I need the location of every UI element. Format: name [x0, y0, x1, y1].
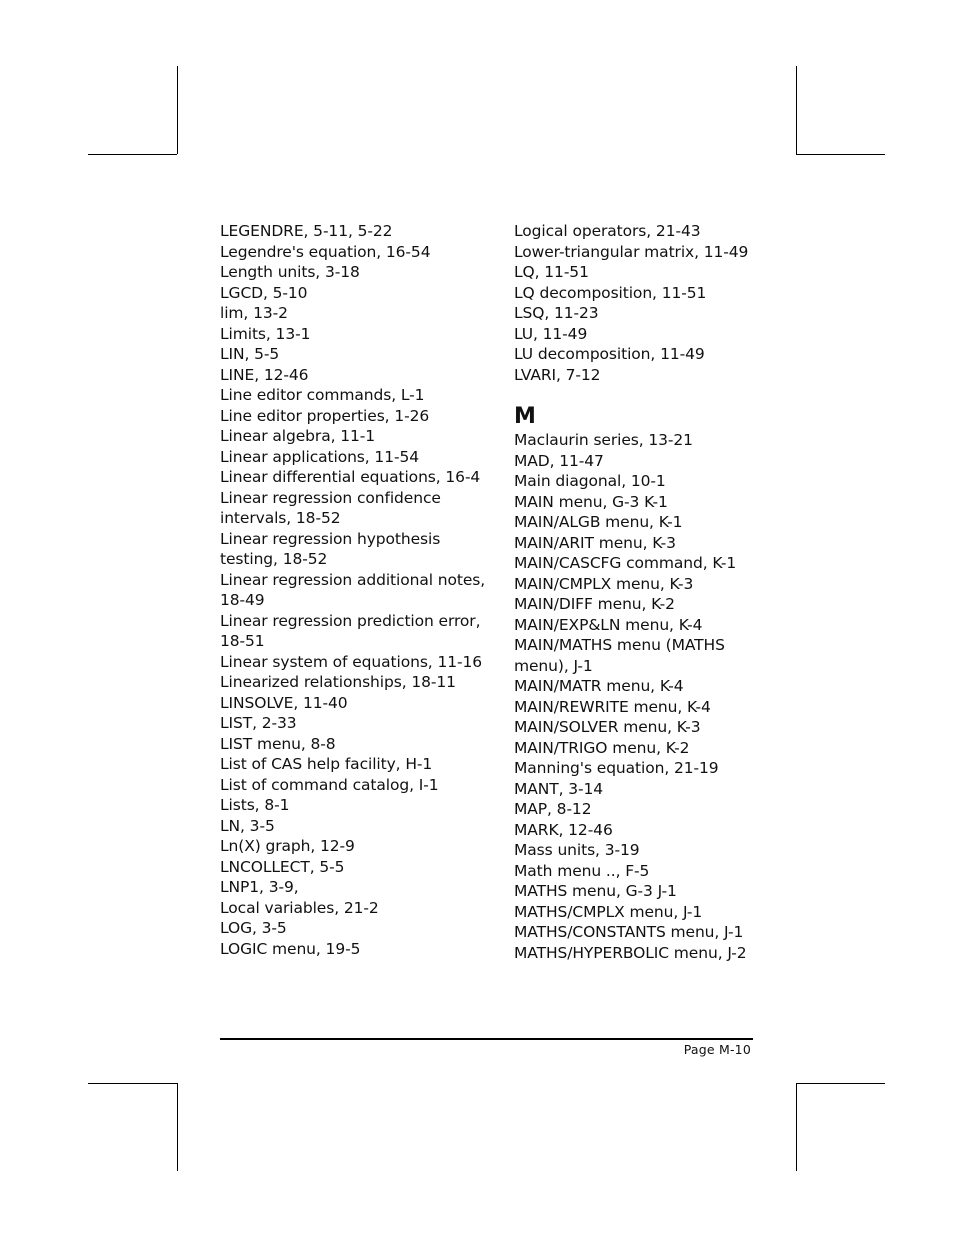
index-entry	[514, 902, 764, 923]
index-entry	[220, 467, 481, 488]
index-entry	[220, 570, 486, 611]
index-entry	[220, 283, 470, 304]
index-entry-line: Limits, 13-1	[220, 324, 311, 343]
crop-mark-bottom-right-vertical	[796, 1083, 797, 1171]
index-entry-line: LIST menu, 8-8	[220, 734, 336, 753]
index-entry	[514, 344, 764, 365]
index-entry-line: Length units, 3-18	[220, 263, 360, 281]
index-entry	[220, 898, 470, 919]
index-entry-line: MATHS/CMPLX menu, J-1	[514, 902, 703, 921]
index-column-right	[514, 221, 764, 963]
index-entry-line: testing, 18-52	[220, 550, 328, 568]
index-group-m	[514, 430, 764, 963]
index-entry	[514, 303, 764, 324]
index-entry	[514, 943, 764, 964]
index-entry	[220, 939, 470, 960]
index-entry	[220, 775, 470, 796]
index-entry	[220, 344, 470, 365]
index-entry	[220, 795, 470, 816]
index-entry	[514, 820, 764, 841]
index-entry	[220, 242, 470, 263]
index-entry	[220, 385, 470, 406]
index-entry-line: Maclaurin series, 13-21	[514, 431, 693, 449]
index-entry	[220, 611, 481, 652]
index-entry-line: LOGIC menu, 19-5	[220, 939, 361, 958]
index-entry	[220, 816, 470, 837]
index-entry	[220, 426, 470, 447]
index-entry	[220, 488, 470, 529]
index-entry-line: LEGENDRE, 5-11, 5-22	[220, 222, 393, 240]
index-entry-line: LOG, 3-5	[220, 919, 287, 937]
index-entry-line: LSQ, 11-23	[514, 304, 599, 322]
index-entry	[514, 262, 764, 283]
index-entry-line: MATHS/CONSTANTS menu, J-1	[514, 923, 744, 941]
index-entry-line: MAIN/DIFF menu, K-2	[514, 595, 675, 613]
index-entry	[514, 512, 764, 533]
index-entry	[220, 447, 470, 468]
index-entry-line: List of CAS help facility, H-1	[220, 755, 433, 773]
index-entry-line: LQ, 11-51	[514, 263, 589, 281]
index-entry-line: Local variables, 21-2	[220, 898, 379, 917]
index-entry	[220, 262, 470, 283]
index-entry	[514, 738, 764, 759]
index-entry-line: LU, 11-49	[514, 324, 588, 343]
index-entry	[220, 303, 470, 324]
index-entry	[220, 652, 482, 673]
index-entry	[514, 676, 764, 697]
index-entry	[514, 840, 764, 861]
index-entry-line: Line editor commands, L-1	[220, 386, 425, 404]
index-entry-line: LQ decomposition, 11-51	[514, 283, 707, 302]
index-entry	[514, 717, 764, 738]
index-entry-line: Legendre's equation, 16-54	[220, 242, 431, 261]
index-entry	[220, 713, 470, 734]
index-entry-line: MATHS menu, G-3 J-1	[514, 882, 677, 900]
index-entry-line: Linear regression prediction error,	[220, 611, 481, 630]
index-entry	[220, 365, 470, 386]
index-entry-line: Lower-triangular matrix, 11-49	[514, 242, 749, 261]
index-entry-line: LINE, 12-46	[220, 365, 309, 384]
index-entry-line: List of command catalog, I-1	[220, 775, 439, 794]
index-entry	[514, 324, 764, 345]
index-entry	[514, 635, 764, 676]
index-entry-line: MAIN/MATHS menu (MATHS	[514, 636, 725, 654]
index-entry-line: Linearized relationships, 18-11	[220, 673, 456, 691]
index-entry-line: LINSOLVE, 11-40	[220, 693, 348, 712]
index-entry	[514, 471, 764, 492]
index-entry-line: Ln(X) graph, 12-9	[220, 837, 355, 855]
section-letter-heading: M	[514, 404, 536, 429]
index-entry-line: MAIN menu, G-3 K-1	[514, 492, 668, 511]
index-entry	[514, 451, 764, 472]
index-entry	[220, 406, 470, 427]
index-entry	[514, 492, 764, 513]
index-entry-line: Linear algebra, 11-1	[220, 427, 376, 445]
index-entry-line: MAIN/REWRITE menu, K-4	[514, 697, 711, 716]
index-entry-line: lim, 13-2	[220, 304, 288, 322]
index-entry	[514, 779, 764, 800]
index-entry-line: LIN, 5-5	[220, 345, 280, 363]
index-entry	[514, 221, 764, 242]
index-entry-line: MANT, 3-14	[514, 779, 604, 798]
index-entry-line: Math menu .., F-5	[514, 861, 650, 880]
crop-mark-top-right-horizontal	[796, 154, 885, 155]
index-entry-line: LU decomposition, 11-49	[514, 345, 705, 363]
index-entry-line: Linear regression confidence	[220, 488, 441, 507]
index-entry	[514, 553, 764, 574]
index-entry-line: MAIN/TRIGO menu, K-2	[514, 738, 690, 757]
index-entry	[220, 754, 470, 775]
index-entry-line: MAIN/ALGB menu, K-1	[514, 513, 683, 531]
index-entry-line: intervals, 18-52	[220, 509, 341, 527]
index-entry	[220, 734, 470, 755]
index-entry	[514, 365, 764, 386]
index-group-l-continued	[514, 221, 764, 385]
page-number: Page M-10	[683, 1042, 751, 1057]
index-entry	[220, 672, 470, 693]
index-entry-line: menu), J-1	[514, 656, 593, 675]
index-entry	[514, 861, 764, 882]
crop-mark-top-left-horizontal	[88, 154, 177, 155]
index-entry	[514, 574, 764, 595]
index-entry-line: MAIN/MATR menu, K-4	[514, 677, 684, 695]
index-entry-line: Line editor properties, 1-26	[220, 406, 430, 425]
index-entry-line: Logical operators, 21-43	[514, 222, 701, 240]
index-entry	[220, 324, 470, 345]
index-entry-line: MATHS/HYPERBOLIC menu, J-2	[514, 943, 747, 962]
index-entry	[220, 877, 470, 898]
index-entry	[220, 918, 470, 939]
crop-mark-top-right-vertical	[796, 66, 797, 154]
crop-mark-bottom-right-horizontal	[796, 1083, 885, 1084]
index-entry-line: MARK, 12-46	[514, 820, 613, 839]
index-entry	[220, 529, 470, 570]
index-entry-line: LVARI, 7-12	[514, 365, 601, 384]
index-entry-line: MAIN/CMPLX menu, K-3	[514, 574, 694, 593]
index-entry-line: Linear system of equations, 11-16	[220, 652, 482, 671]
index-entry-line: Linear regression hypothesis	[220, 529, 441, 548]
crop-mark-top-left-vertical	[177, 66, 178, 154]
index-entry-line: LIST, 2-33	[220, 714, 297, 732]
index-entry-line: MAIN/SOLVER menu, K-3	[514, 718, 701, 736]
index-entry	[220, 693, 470, 714]
footer-rule	[220, 1038, 753, 1040]
index-entry	[514, 758, 764, 779]
index-entry-line: 18-49	[220, 591, 265, 609]
index-entry-line: Linear regression additional notes,	[220, 570, 486, 589]
index-entry-line: Manning's equation, 21-19	[514, 759, 719, 777]
index-entry	[514, 283, 764, 304]
index-entry-line: 18-51	[220, 632, 265, 650]
index-entry-line: Lists, 8-1	[220, 796, 290, 814]
index-entry-line: Main diagonal, 10-1	[514, 472, 666, 490]
index-entry	[514, 697, 764, 718]
index-entry	[514, 922, 764, 943]
index-entry	[514, 594, 764, 615]
index-entry	[514, 799, 764, 820]
index-entry-line: MAIN/ARIT menu, K-3	[514, 533, 676, 552]
index-entry	[514, 615, 764, 636]
index-entry-line: Linear applications, 11-54	[220, 447, 419, 466]
index-entry	[220, 221, 470, 242]
index-entry-line: Mass units, 3-19	[514, 841, 640, 859]
crop-mark-bottom-left-horizontal	[88, 1083, 177, 1084]
index-entry-line: MAIN/EXP&LN menu, K-4	[514, 615, 703, 634]
index-entry	[220, 857, 470, 878]
crop-mark-bottom-left-vertical	[177, 1083, 178, 1171]
index-entry-line: MAD, 11-47	[514, 451, 604, 470]
index-column-left	[220, 221, 486, 959]
index-entry-line: LN, 3-5	[220, 816, 275, 835]
index-entry-line: LGCD, 5-10	[220, 283, 308, 302]
index-entry-line: LNP1, 3-9,	[220, 878, 299, 896]
index-entry-line: LNCOLLECT, 5-5	[220, 857, 345, 876]
index-entry-line: MAP, 8-12	[514, 800, 592, 818]
index-entry	[220, 836, 470, 857]
index-entry-line: MAIN/CASCFG command, K-1	[514, 554, 737, 572]
index-entry	[514, 430, 764, 451]
index-entry	[514, 533, 764, 554]
index-entry	[514, 881, 764, 902]
index-entry	[514, 242, 764, 263]
index-entry-line: Linear differential equations, 16-4	[220, 468, 481, 486]
